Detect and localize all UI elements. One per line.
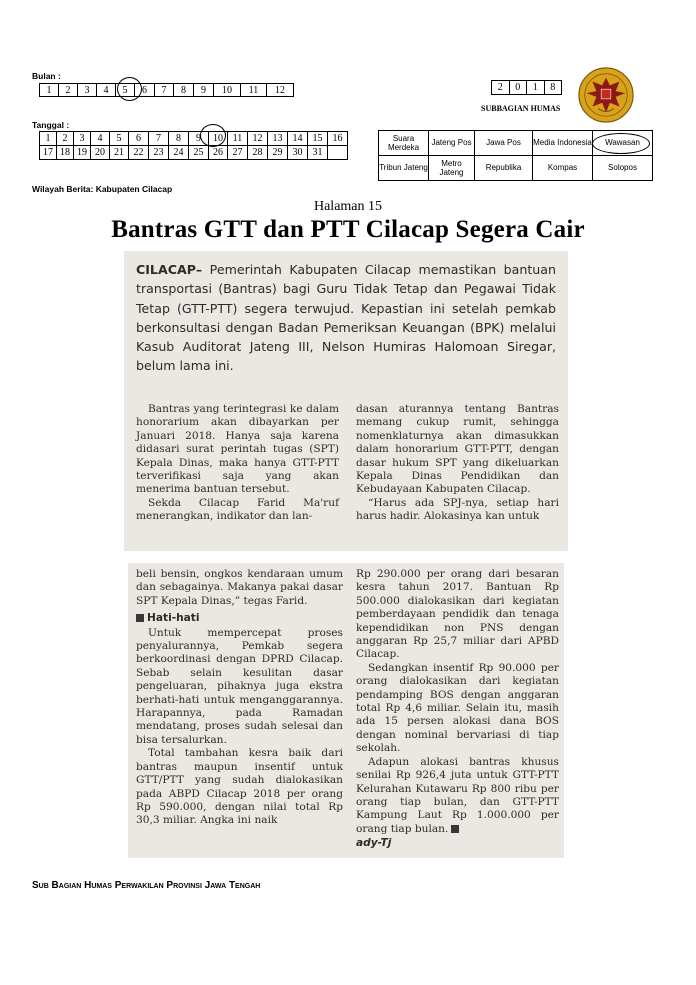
newspaper-cell: Solopos — [593, 156, 653, 181]
tanggal-label: Tanggal : — [32, 120, 70, 130]
newspaper-cell: Metro Jateng — [429, 156, 475, 181]
day-cell: 6 — [129, 132, 149, 146]
paragraph: Sekda Cilacap Farid Ma'ruf menerangkan, indikator dan lan- — [136, 496, 339, 523]
day-cell: 7 — [149, 132, 169, 146]
day-cell: 11 — [228, 132, 248, 146]
column-1 — [136, 403, 339, 524]
day-grid — [39, 131, 348, 160]
day-cell: 12 — [248, 132, 268, 146]
day-cell: 17 — [40, 146, 57, 160]
newspaper-cell: Jateng Pos — [429, 131, 475, 156]
subhead-text: Hati-hati — [147, 612, 200, 625]
day-cell: 30 — [288, 146, 308, 160]
newspaper-cell: Wawasan — [593, 131, 653, 156]
day-cell: 3 — [74, 132, 91, 146]
newspaper-cell: Tribun Jateng — [379, 156, 429, 181]
lead-text: Pemerintah Kabupaten Cilacap memastikan bantuan transportasi (Bantras) bagi Guru Tidak Tetap dan Pegawai Tidak Tetap (GTT-PTT) segera terwujud. Kepastian ini setelah pemkab berkonsultasi dengan Badan Pemeriksan Keuangan (BPK) melalui Kasub Auditorat Jateng III, Nelson Humiras Halomoan Siregar, belum lama ini. — [136, 262, 556, 374]
month-cell: 11 — [241, 84, 267, 97]
page-number: Halaman 15 — [313, 199, 383, 214]
column-2 — [356, 403, 559, 524]
day-cell: 5 — [110, 132, 129, 146]
year-digit-cell: 1 — [527, 81, 545, 95]
day-cell: 21 — [110, 146, 129, 160]
paragraph: Total tambahan kesra baik dari bantras maupun insentif untuk GTT/PTT yang sudah dialokasikan pada ABPD Cilacap 2018 per orang Rp 590.000, dengan nilai total Rp 30,3 miliar. Angka ini naik — [136, 747, 343, 827]
day-cell: 15 — [308, 132, 328, 146]
day-cell: 16 — [328, 132, 348, 146]
paragraph-text: Adapun alokasi bantras khusus senilai Rp 926,4 juta untuk GTT-PTT Kelurahan Kutawaru Rp 800 ribu per orang tiap bulan, dan GTT-PTT Kampung Laut Rp 1.000.000 per orang tiap bulan. — [356, 755, 559, 835]
subhead — [136, 612, 343, 625]
day-cell: 27 — [228, 146, 248, 160]
lead-paragraph — [136, 260, 556, 376]
year-boxes — [491, 80, 562, 95]
day-cell: 4 — [91, 132, 110, 146]
day-cell: 26 — [209, 146, 228, 160]
month-cell: 3 — [78, 84, 97, 97]
day-cell: 10 — [209, 132, 228, 146]
day-cell: 8 — [169, 132, 189, 146]
year-digit-cell: 0 — [509, 81, 527, 95]
column-3 — [136, 568, 343, 828]
byline: ady-Tj — [356, 837, 392, 850]
month-cell: 1 — [40, 84, 59, 97]
unit-label: SUBBAGIAN HUMAS — [481, 104, 561, 113]
selected-paper-circle — [592, 133, 650, 154]
year-digit-cell: 2 — [492, 81, 510, 95]
dateline: CILACAP– — [136, 262, 203, 277]
newspaper-cell: Media Indonesia — [533, 131, 593, 156]
day-cell: 2 — [57, 132, 74, 146]
news-region: Wilayah Berita: Kabupaten Cilacap — [32, 184, 173, 194]
day-cell: 20 — [91, 146, 110, 160]
newspaper-cell: Jawa Pos — [475, 131, 533, 156]
day-cell: 19 — [74, 146, 91, 160]
column-4 — [356, 568, 559, 851]
newspaper-cell: Kompas — [533, 156, 593, 181]
day-cell: 24 — [169, 146, 189, 160]
day-cell: 13 — [268, 132, 288, 146]
bulan-label: Bulan : — [32, 71, 61, 81]
day-cell: 18 — [57, 146, 74, 160]
selected-month-circle — [117, 77, 142, 101]
end-square-icon — [451, 825, 459, 833]
day-cell: 31 — [308, 146, 328, 160]
month-cell: 8 — [174, 84, 194, 97]
garuda-emblem-icon — [577, 66, 635, 124]
headline: Bantras GTT dan PTT Cilacap Segera Cair — [111, 216, 585, 243]
paragraph — [356, 756, 559, 836]
day-cell: 14 — [288, 132, 308, 146]
news-clipping-top — [124, 251, 568, 551]
month-cell: 9 — [194, 84, 214, 97]
day-cell: 22 — [129, 146, 149, 160]
day-cell: 9 — [189, 132, 209, 146]
newspaper-cell: Republika — [475, 156, 533, 181]
square-bullet-icon — [136, 614, 144, 622]
day-cell: 25 — [189, 146, 209, 160]
month-cell: 4 — [97, 84, 116, 97]
paragraph: Rp 290.000 per orang dari besaran kesra tahun 2017. Bantuan Rp 500.000 dialokasikan dari kegiatan pemberdayaan pendidik dan tenaga kependidikan non PNS dengan anggaran Rp 25,7 miliar dari APBD Cilacap. — [356, 568, 559, 661]
paragraph: dasan aturannya tentang Bantras memang cukup rumit, sehingga nomenklaturnya akan dimasukkan dalam honorarium GTT-PTT, dengan dasar hukum SPT yang dikeluarkan Kepala Dinas Pendidikan dan Kebudayaan Kabupaten Cilacap. — [356, 403, 559, 496]
month-cell: 5 — [116, 84, 135, 97]
footer: Sub Bagian Humas Perwakilan Provinsi Jawa Tengah — [32, 880, 261, 891]
paragraph: beli bensin, ongkos kendaraan umum dan sebagainya. Makanya pakai dasar SPT Kepala Dinas,” tegas Farid. — [136, 568, 343, 607]
day-cell: 28 — [248, 146, 268, 160]
paragraph: Bantras yang terintegrasi ke dalam honorarium akan dibayarkan per Januari 2018. Hanya saja karena didasari surat perintah tugas (SPT) Kepala Dinas, maka hanya GTT-PTT terverifikasi saja yang akan menerima bantuan tersebut. — [136, 403, 339, 496]
paragraph: Sedangkan insentif Rp 90.000 per orang dialokasikan dari kegiatan pendamping BOS dengan anggaran total Rp 4,6 miliar. Selain itu, masih ada 15 persen alokasi dana BOS dengan nominal bervariasi di tiap sekolah. — [356, 661, 559, 755]
day-cell — [328, 146, 348, 160]
paragraph: “Harus ada SPJ-nya, setiap hari harus hadir. Alokasinya kan untuk — [356, 496, 559, 523]
year-digit-cell: 8 — [544, 81, 562, 95]
news-clipping-bottom — [128, 563, 564, 858]
day-cell: 23 — [149, 146, 169, 160]
month-cell: 12 — [267, 84, 294, 97]
month-grid — [39, 83, 294, 97]
day-cell: 29 — [268, 146, 288, 160]
newspaper-cell: Suara Merdeka — [379, 131, 429, 156]
day-cell: 1 — [40, 132, 57, 146]
month-cell: 7 — [155, 84, 174, 97]
paragraph: Untuk mempercepat proses penyalurannya, Pemkab segera berkoordinasi dengan DPRD Cilacap. Sebab selain kesulitan dasar pengeluaran, pihaknya juga ekstra berhati-hati untuk menganggarannya. Harapannya, pada Ramadan mendatang, proses sudah selesai dan bisa tersalurkan. — [136, 626, 343, 746]
month-cell: 6 — [135, 84, 155, 97]
month-cell: 10 — [214, 84, 241, 97]
selected-day-circle — [200, 124, 226, 147]
month-cell: 2 — [59, 84, 78, 97]
